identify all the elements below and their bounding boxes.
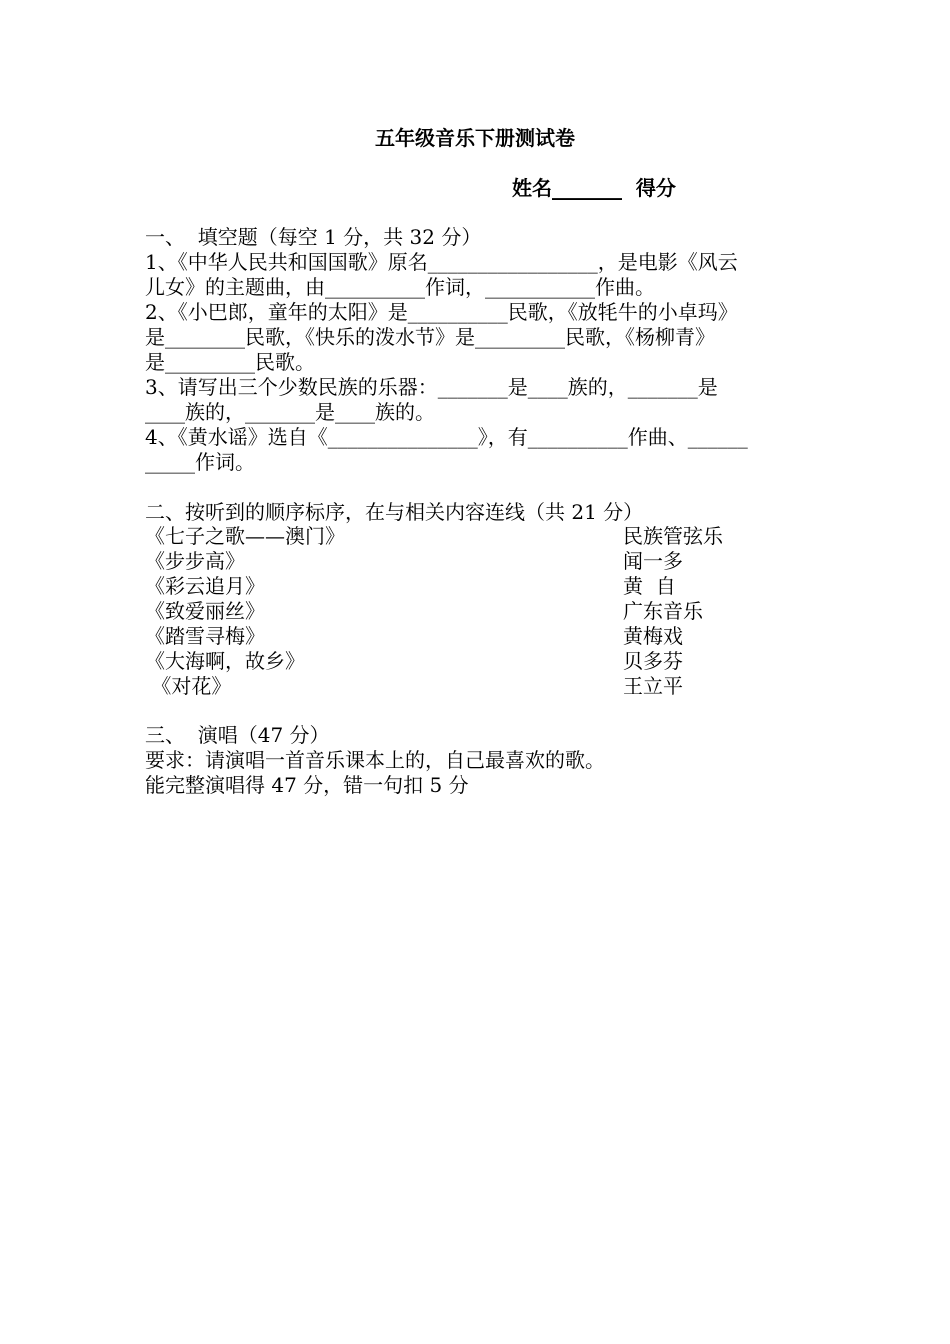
section1-line: 是________民歌，《快乐的泼水节》是_________民歌，《杨柳青》 [145,325,715,349]
section3-line: 能完整演唱得 47 分，错一句扣 5 分 [145,773,469,797]
match-item: 民族管弦乐 [623,524,723,548]
song-title: 《七子之歌——澳门》 [145,524,345,548]
section3-heading: 三、 演唱（47 分） [145,723,330,747]
match-item: 广东音乐 [623,599,703,623]
name-score-line: 姓名_______ 得分 [512,176,676,200]
song-title: 《大海啊，故乡》 [145,649,305,673]
section2-heading: 二、按听到的顺序标序，在与相关内容连线（共 21 分） [145,500,644,524]
section1-line: 3、请写出三个少数民族的乐器：_______是____族的，_______是 [145,375,718,399]
match-item: 黄 自 [623,574,676,598]
match-item: 王立平 [623,674,683,698]
match-item: 闻一多 [623,549,683,573]
section1-line: 儿女》的主题曲，由__________作词，___________作曲。 [145,275,655,299]
section1-line: 是_________民歌。 [145,350,315,374]
page-title: 五年级音乐下册测试卷 [375,126,575,150]
section1-line: 2、《小巴郎，童年的太阳》是__________民歌，《放牦牛的小卓玛》 [145,300,738,324]
song-title: 《致爱丽丝》 [145,599,265,623]
song-title: 《彩云追月》 [145,574,265,598]
match-item: 黄梅戏 [623,624,683,648]
section1-line: ____族的，_______是____族的。 [145,400,435,424]
song-title: 《步步高》 [145,549,245,573]
song-title: 《踏雪寻梅》 [145,624,265,648]
section1-line: 1、《中华人民共和国国歌》原名_________________，是电影《风云 [145,250,738,274]
song-title: 《对花》 [145,674,232,698]
match-item: 贝多芬 [623,649,683,673]
section1-line: 4、《黄水谣》选自《_______________》，有__________作曲、______ [145,425,748,449]
section1-heading: 一、 填空题（每空 1 分，共 32 分） [145,225,482,249]
section3-line: 要求：请演唱一首音乐课本上的，自己最喜欢的歌。 [145,748,605,772]
section1-line: _____作词。 [145,450,255,474]
